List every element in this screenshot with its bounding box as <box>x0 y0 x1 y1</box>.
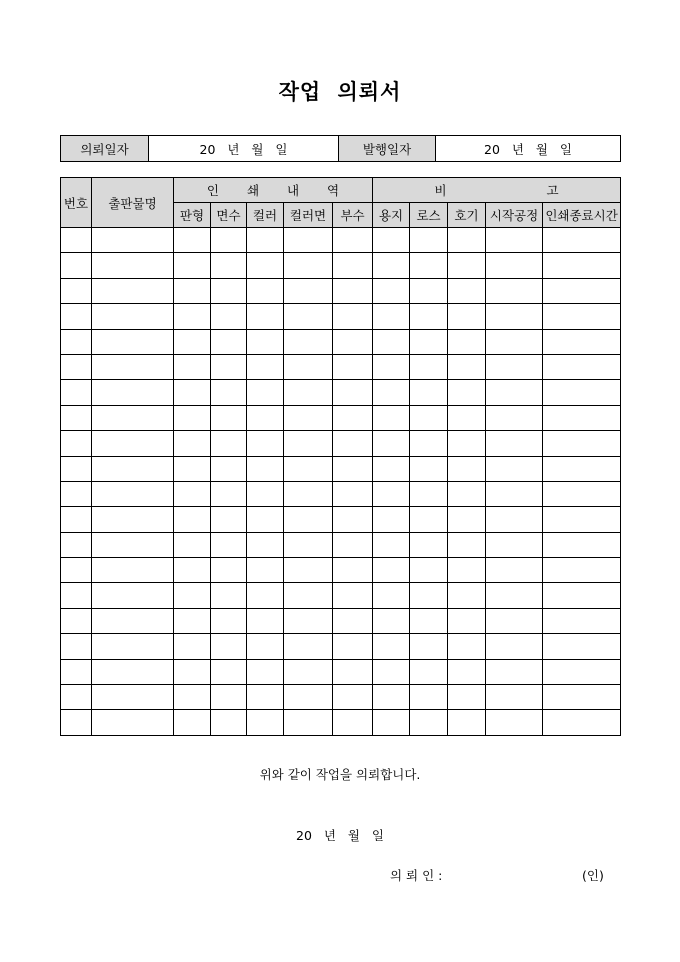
table-cell[interactable] <box>284 608 333 633</box>
table-cell[interactable] <box>247 558 284 583</box>
table-cell[interactable] <box>448 304 486 329</box>
table-cell[interactable] <box>211 710 247 735</box>
table-cell[interactable] <box>448 405 486 430</box>
table-cell[interactable] <box>61 583 92 608</box>
table-cell[interactable] <box>247 253 284 278</box>
table-cell[interactable] <box>543 685 621 710</box>
table-cell[interactable] <box>373 634 410 659</box>
table-cell[interactable] <box>373 329 410 354</box>
table-cell[interactable] <box>61 278 92 303</box>
table-cell[interactable] <box>333 685 373 710</box>
sub-column-header: 인쇄종료시간 <box>543 203 621 228</box>
table-cell[interactable] <box>448 278 486 303</box>
table-cell[interactable] <box>174 634 211 659</box>
table-cell[interactable] <box>333 278 373 303</box>
table-row <box>61 431 621 456</box>
table-cell[interactable] <box>543 278 621 303</box>
table-cell[interactable] <box>61 304 92 329</box>
table-cell[interactable] <box>284 329 333 354</box>
table-cell[interactable] <box>247 507 284 532</box>
table-cell[interactable] <box>373 405 410 430</box>
table-row <box>61 532 621 557</box>
table-cell[interactable] <box>174 481 211 506</box>
table-cell[interactable] <box>543 481 621 506</box>
table-cell[interactable] <box>543 659 621 684</box>
table-cell[interactable] <box>333 329 373 354</box>
table-cell[interactable] <box>448 380 486 405</box>
table-cell[interactable] <box>92 354 174 379</box>
table-cell[interactable] <box>486 304 543 329</box>
table-cell[interactable] <box>211 380 247 405</box>
table-row <box>61 634 621 659</box>
table-cell[interactable] <box>92 304 174 329</box>
table-cell[interactable] <box>174 329 211 354</box>
table-cell[interactable] <box>92 253 174 278</box>
table-cell[interactable] <box>486 532 543 557</box>
table-cell[interactable] <box>92 608 174 633</box>
table-cell[interactable] <box>247 278 284 303</box>
table-cell[interactable] <box>543 304 621 329</box>
table-cell[interactable] <box>211 481 247 506</box>
table-cell[interactable] <box>284 710 333 735</box>
table-cell[interactable] <box>284 685 333 710</box>
table-cell[interactable] <box>486 456 543 481</box>
table-cell[interactable] <box>247 456 284 481</box>
table-cell[interactable] <box>448 659 486 684</box>
table-cell[interactable] <box>448 253 486 278</box>
table-cell[interactable] <box>247 685 284 710</box>
issue-date-label: 발행일자 <box>339 136 436 162</box>
table-cell[interactable] <box>211 228 247 253</box>
table-cell[interactable] <box>333 431 373 456</box>
sub-column-header: 컬러면 <box>284 203 333 228</box>
table-cell[interactable] <box>247 710 284 735</box>
table-cell[interactable] <box>486 380 543 405</box>
table-cell[interactable] <box>211 685 247 710</box>
table-cell[interactable] <box>410 558 448 583</box>
table-cell[interactable] <box>410 278 448 303</box>
table-cell[interactable] <box>543 228 621 253</box>
table-cell[interactable] <box>333 583 373 608</box>
table-cell[interactable] <box>486 431 543 456</box>
requester-name-field[interactable] <box>455 866 575 882</box>
table-cell[interactable] <box>92 228 174 253</box>
table-cell[interactable] <box>410 583 448 608</box>
table-cell[interactable] <box>284 481 333 506</box>
table-cell[interactable] <box>486 685 543 710</box>
sub-column-header: 용지 <box>373 203 410 228</box>
table-cell[interactable] <box>61 608 92 633</box>
table-cell[interactable] <box>333 558 373 583</box>
table-cell[interactable] <box>284 228 333 253</box>
table-cell[interactable] <box>410 659 448 684</box>
table-cell[interactable] <box>543 583 621 608</box>
table-cell[interactable] <box>333 481 373 506</box>
table-row <box>61 558 621 583</box>
table-cell[interactable] <box>211 278 247 303</box>
table-cell[interactable] <box>247 304 284 329</box>
col-number-header: 번호 <box>61 178 92 228</box>
table-cell[interactable] <box>284 278 333 303</box>
sub-column-header: 판형 <box>174 203 211 228</box>
table-row <box>61 685 621 710</box>
table-cell[interactable] <box>211 634 247 659</box>
table-row <box>61 329 621 354</box>
table-cell[interactable] <box>373 278 410 303</box>
table-cell[interactable] <box>448 481 486 506</box>
table-cell[interactable] <box>247 608 284 633</box>
table-cell[interactable] <box>174 456 211 481</box>
table-cell[interactable] <box>410 456 448 481</box>
sub-column-header: 부수 <box>333 203 373 228</box>
seal-mark: (인) <box>582 868 604 883</box>
table-cell[interactable] <box>61 354 92 379</box>
table-cell[interactable] <box>61 481 92 506</box>
table-cell[interactable] <box>92 278 174 303</box>
table-cell[interactable] <box>174 710 211 735</box>
table-cell[interactable] <box>284 659 333 684</box>
table-cell[interactable] <box>410 608 448 633</box>
table-cell[interactable] <box>543 507 621 532</box>
remarks-header: 비 고 <box>373 178 621 203</box>
table-cell[interactable] <box>373 583 410 608</box>
table-cell[interactable] <box>92 380 174 405</box>
table-cell[interactable] <box>543 431 621 456</box>
table-cell[interactable] <box>61 634 92 659</box>
table-cell[interactable] <box>174 380 211 405</box>
table-cell[interactable] <box>373 685 410 710</box>
table-cell[interactable] <box>284 456 333 481</box>
table-cell[interactable] <box>211 558 247 583</box>
table-cell[interactable] <box>174 253 211 278</box>
table-cell[interactable] <box>373 608 410 633</box>
table-cell[interactable] <box>410 507 448 532</box>
table-cell[interactable] <box>92 481 174 506</box>
table-cell[interactable] <box>486 228 543 253</box>
table-cell[interactable] <box>410 685 448 710</box>
table-cell[interactable] <box>486 634 543 659</box>
table-cell[interactable] <box>61 710 92 735</box>
table-cell[interactable] <box>333 304 373 329</box>
table-cell[interactable] <box>410 481 448 506</box>
table-cell[interactable] <box>373 253 410 278</box>
table-cell[interactable] <box>373 380 410 405</box>
table-row <box>61 405 621 430</box>
table-cell[interactable] <box>174 659 211 684</box>
table-cell[interactable] <box>247 405 284 430</box>
table-row <box>61 354 621 379</box>
work-order-table <box>60 177 621 736</box>
request-date-label: 의뢰일자 <box>61 136 149 162</box>
table-cell[interactable] <box>543 710 621 735</box>
table-row <box>61 228 621 253</box>
table-cell[interactable] <box>333 532 373 557</box>
table-cell[interactable] <box>92 405 174 430</box>
table-cell[interactable] <box>247 228 284 253</box>
table-cell[interactable] <box>211 431 247 456</box>
table-cell[interactable] <box>247 329 284 354</box>
table-row <box>61 278 621 303</box>
table-cell[interactable] <box>61 228 92 253</box>
table-cell[interactable] <box>373 456 410 481</box>
table-cell[interactable] <box>174 304 211 329</box>
table-cell[interactable] <box>486 405 543 430</box>
table-cell[interactable] <box>448 685 486 710</box>
table-cell[interactable] <box>247 659 284 684</box>
table-cell[interactable] <box>410 228 448 253</box>
sub-column-header: 로스 <box>410 203 448 228</box>
table-cell[interactable] <box>284 558 333 583</box>
table-cell[interactable] <box>333 354 373 379</box>
table-cell[interactable] <box>174 685 211 710</box>
table-cell[interactable] <box>174 278 211 303</box>
table-cell[interactable] <box>448 431 486 456</box>
table-row <box>61 253 621 278</box>
table-cell[interactable] <box>486 507 543 532</box>
table-cell[interactable] <box>410 329 448 354</box>
sub-column-header: 컬러 <box>247 203 284 228</box>
table-cell[interactable] <box>486 558 543 583</box>
table-cell[interactable] <box>333 634 373 659</box>
table-cell[interactable] <box>247 481 284 506</box>
table-cell[interactable] <box>410 405 448 430</box>
table-cell[interactable] <box>543 558 621 583</box>
table-cell[interactable] <box>373 304 410 329</box>
table-cell[interactable] <box>486 278 543 303</box>
table-cell[interactable] <box>92 329 174 354</box>
table-cell[interactable] <box>486 253 543 278</box>
table-cell[interactable] <box>211 532 247 557</box>
table-cell[interactable] <box>486 354 543 379</box>
table-cell[interactable] <box>61 558 92 583</box>
table-cell[interactable] <box>284 507 333 532</box>
table-cell[interactable] <box>247 634 284 659</box>
table-cell[interactable] <box>61 253 92 278</box>
table-cell[interactable] <box>61 456 92 481</box>
sub-column-header: 면수 <box>211 203 247 228</box>
table-cell[interactable] <box>211 354 247 379</box>
table-cell[interactable] <box>92 685 174 710</box>
table-cell[interactable] <box>92 558 174 583</box>
table-cell[interactable] <box>92 634 174 659</box>
table-cell[interactable] <box>410 532 448 557</box>
request-date-field[interactable]: 20 년 월 일 <box>149 136 339 162</box>
table-cell[interactable] <box>92 583 174 608</box>
table-cell[interactable] <box>284 354 333 379</box>
table-cell[interactable] <box>174 532 211 557</box>
table-row <box>61 304 621 329</box>
table-cell[interactable] <box>61 532 92 557</box>
table-cell[interactable] <box>333 253 373 278</box>
table-cell[interactable] <box>543 380 621 405</box>
table-cell[interactable] <box>448 507 486 532</box>
print-details-header: 인 쇄 내 역 <box>174 178 373 203</box>
table-cell[interactable] <box>211 329 247 354</box>
table-cell[interactable] <box>373 431 410 456</box>
table-cell[interactable] <box>543 532 621 557</box>
table-cell[interactable] <box>543 329 621 354</box>
table-cell[interactable] <box>373 532 410 557</box>
table-cell[interactable] <box>247 532 284 557</box>
table-cell[interactable] <box>373 481 410 506</box>
table-cell[interactable] <box>61 405 92 430</box>
table-cell[interactable] <box>410 253 448 278</box>
table-cell[interactable] <box>284 380 333 405</box>
table-cell[interactable] <box>284 253 333 278</box>
table-cell[interactable] <box>333 228 373 253</box>
table-cell[interactable] <box>410 304 448 329</box>
table-cell[interactable] <box>247 431 284 456</box>
table-cell[interactable] <box>61 329 92 354</box>
table-cell[interactable] <box>92 456 174 481</box>
table-cell[interactable] <box>543 354 621 379</box>
table-cell[interactable] <box>92 532 174 557</box>
table-cell[interactable] <box>247 583 284 608</box>
table-cell[interactable] <box>486 583 543 608</box>
table-cell[interactable] <box>174 583 211 608</box>
table-cell[interactable] <box>486 659 543 684</box>
table-cell[interactable] <box>448 710 486 735</box>
table-cell[interactable] <box>174 608 211 633</box>
table-cell[interactable] <box>174 431 211 456</box>
table-cell[interactable] <box>448 558 486 583</box>
table-cell[interactable] <box>543 456 621 481</box>
table-cell[interactable] <box>284 304 333 329</box>
table-row <box>61 608 621 633</box>
table-cell[interactable] <box>284 583 333 608</box>
table-cell[interactable] <box>448 456 486 481</box>
table-cell[interactable] <box>373 354 410 379</box>
table-cell[interactable] <box>174 228 211 253</box>
table-cell[interactable] <box>211 405 247 430</box>
table-cell[interactable] <box>448 583 486 608</box>
issue-date-field[interactable]: 20 년 월 일 <box>436 136 621 162</box>
table-cell[interactable] <box>211 253 247 278</box>
table-cell[interactable] <box>61 685 92 710</box>
table-cell[interactable] <box>211 456 247 481</box>
table-cell[interactable] <box>247 380 284 405</box>
table-cell[interactable] <box>333 507 373 532</box>
table-cell[interactable] <box>448 354 486 379</box>
table-cell[interactable] <box>211 659 247 684</box>
table-cell[interactable] <box>211 304 247 329</box>
table-cell[interactable] <box>486 608 543 633</box>
table-cell[interactable] <box>486 329 543 354</box>
table-cell[interactable] <box>448 608 486 633</box>
table-cell[interactable] <box>373 659 410 684</box>
table-cell[interactable] <box>373 507 410 532</box>
requester-label: 의 뢰 인 : <box>390 868 443 883</box>
table-cell[interactable] <box>448 634 486 659</box>
table-cell[interactable] <box>92 710 174 735</box>
table-cell[interactable] <box>410 431 448 456</box>
table-row <box>61 507 621 532</box>
table-cell[interactable] <box>284 431 333 456</box>
table-cell[interactable] <box>333 405 373 430</box>
table-cell[interactable] <box>174 507 211 532</box>
footer-date: 20 년 월 일 <box>296 828 384 843</box>
table-cell[interactable] <box>373 710 410 735</box>
table-cell[interactable] <box>284 532 333 557</box>
table-cell[interactable] <box>61 431 92 456</box>
table-cell[interactable] <box>61 507 92 532</box>
table-cell[interactable] <box>333 380 373 405</box>
table-row <box>61 659 621 684</box>
document-title: 작업 의뢰서 <box>278 79 402 104</box>
sub-column-header: 호기 <box>448 203 486 228</box>
table-cell[interactable] <box>174 405 211 430</box>
table-cell[interactable] <box>92 431 174 456</box>
table-row <box>61 710 621 735</box>
table-cell[interactable] <box>92 507 174 532</box>
table-cell[interactable] <box>543 634 621 659</box>
date-header-table <box>60 135 621 162</box>
table-cell[interactable] <box>373 558 410 583</box>
table-cell[interactable] <box>410 634 448 659</box>
table-cell[interactable] <box>174 354 211 379</box>
table-cell[interactable] <box>333 659 373 684</box>
table-cell[interactable] <box>448 532 486 557</box>
table-cell[interactable] <box>284 405 333 430</box>
table-cell[interactable] <box>61 659 92 684</box>
table-cell[interactable] <box>410 380 448 405</box>
table-cell[interactable] <box>543 608 621 633</box>
col-publication-header: 출판물명 <box>92 178 174 228</box>
table-cell[interactable] <box>448 329 486 354</box>
table-cell[interactable] <box>486 481 543 506</box>
table-row <box>61 456 621 481</box>
table-row <box>61 380 621 405</box>
table-cell[interactable] <box>61 380 92 405</box>
table-cell[interactable] <box>410 710 448 735</box>
table-cell[interactable] <box>410 354 448 379</box>
table-cell[interactable] <box>543 405 621 430</box>
table-cell[interactable] <box>543 253 621 278</box>
table-cell[interactable] <box>448 228 486 253</box>
table-row <box>61 481 621 506</box>
table-cell[interactable] <box>211 507 247 532</box>
table-cell[interactable] <box>333 456 373 481</box>
table-cell[interactable] <box>333 608 373 633</box>
table-cell[interactable] <box>486 710 543 735</box>
table-cell[interactable] <box>373 228 410 253</box>
table-cell[interactable] <box>174 558 211 583</box>
table-cell[interactable] <box>247 354 284 379</box>
table-cell[interactable] <box>211 583 247 608</box>
table-cell[interactable] <box>284 634 333 659</box>
request-statement: 위와 같이 작업을 의뢰합니다. <box>259 767 421 782</box>
table-cell[interactable] <box>211 608 247 633</box>
table-row <box>61 583 621 608</box>
table-cell[interactable] <box>92 659 174 684</box>
table-cell[interactable] <box>333 710 373 735</box>
sub-column-header: 시작공정 <box>486 203 543 228</box>
